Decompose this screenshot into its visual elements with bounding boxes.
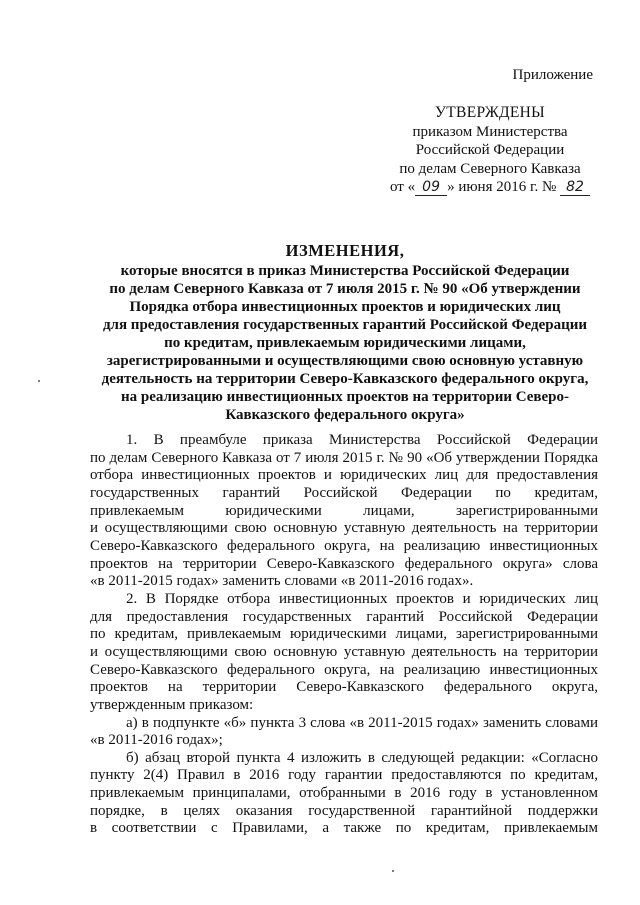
title-line: для предоставления государственных гарантий Российской Федерации xyxy=(102,317,588,333)
approved-heading: УТВЕРЖДЕНЫ xyxy=(435,104,545,121)
body-line: пункту 2(4) Правил в 2016 году гарантии предоставляются по кредитам, xyxy=(90,767,598,784)
title-line: деятельность на территории Северо-Кавказского федерального округа, xyxy=(101,371,589,387)
body-line: а) в подпункте «б» пункта 3 слова «в 2011-2015 годах» заменить словами xyxy=(126,714,598,731)
body-line: отбора инвестиционных проектов и юридических лиц для предоставления xyxy=(90,467,598,484)
body-line: привлекаемым принципалами, отобранными в 2016 году в установленном xyxy=(90,785,598,802)
body-line: 1. В преамбуле приказа Министерства Российской Федерации xyxy=(126,432,598,448)
body-line: утвержденным приказом: xyxy=(90,696,254,713)
body-line: 2. В Порядке отбора инвестиционных проектов и юридических лиц xyxy=(126,590,598,607)
body-line: привлекаемым юридическими лицами, зарегистрированными xyxy=(90,502,598,519)
body-line: порядке, в целях оказания государственной гарантийной поддержки xyxy=(90,802,598,819)
title-line: Порядка отбора инвестиционных проектов и юридических лиц xyxy=(129,299,561,315)
date-day-handwritten: 09 xyxy=(415,180,447,196)
title-line: по кредитам, привлекаемым юридическими лицами, xyxy=(164,335,526,351)
title-line: Кавказского федерального округа» xyxy=(225,407,465,423)
appendix-label: Приложение xyxy=(512,67,593,83)
title-main: ИЗМЕНЕНИЯ, xyxy=(285,241,405,260)
approved-line: по делам Северного Кавказа xyxy=(399,160,581,177)
title-line: по делам Северного Кавказа от 7 июля 2015 г. № 90 «Об утверждении xyxy=(109,281,581,297)
body-line: «в 2011-2016 годах»; xyxy=(90,732,223,749)
body-line: Северо-Кавказского федерального округа, на реализацию инвестиционных xyxy=(90,661,598,678)
order-number-handwritten: 82 xyxy=(560,180,590,196)
body-line: и осуществляющими свою основную уставную деятельность на территории xyxy=(90,520,598,537)
body-line: для предоставления государственных гарантий Российской Федерации xyxy=(90,608,598,625)
body-line: по делам Северного Кавказа от 7 июля 2015 г. № 90 «Об утверждении Порядка xyxy=(90,449,598,466)
body-line: по кредитам, привлекаемым юридическими лицами, зарегистрированными xyxy=(90,626,598,643)
approved-line: Российской Федерации xyxy=(415,142,565,158)
document-body xyxy=(90,432,598,838)
document-title xyxy=(100,242,590,424)
body-line: государственных гарантий Российской Федерации по кредитам, xyxy=(90,484,598,501)
body-line: «в 2011-2015 годах» заменить словами «в 2011-2016 годах». xyxy=(90,573,474,590)
date-suffix: » июня 2016 г. № xyxy=(447,179,557,195)
approval-block xyxy=(385,104,595,197)
body-line: и осуществляющими свою основную уставную деятельность на территории xyxy=(90,643,598,660)
body-line: проектов на территории Северо-Кавказского федерального округа, xyxy=(90,679,598,696)
date-prefix: от « xyxy=(389,179,416,195)
title-line: которые вносятся в приказ Министерства Российской Федерации xyxy=(120,263,570,279)
body-line: в соответствии с Правилами, а также по кредитам, привлекаемым xyxy=(90,820,598,837)
body-line: Северо-Кавказского федерального округа, на реализацию инвестиционных xyxy=(90,537,598,554)
scan-speck xyxy=(392,870,394,872)
approval-date-line xyxy=(385,178,595,197)
title-line: зарегистрированными и осуществляющими свою основную уставную xyxy=(106,353,584,369)
approved-line: приказом Министерства xyxy=(412,123,568,140)
body-line: б) абзац второй пункта 4 изложить в следующей редакции: «Согласно xyxy=(126,749,598,766)
body-line: проектов на территории Северо-Кавказского федерального округа» слова xyxy=(90,555,598,572)
scan-speck xyxy=(38,380,40,382)
title-line: на реализацию инвестиционных проектов на территории Северо- xyxy=(120,389,570,405)
